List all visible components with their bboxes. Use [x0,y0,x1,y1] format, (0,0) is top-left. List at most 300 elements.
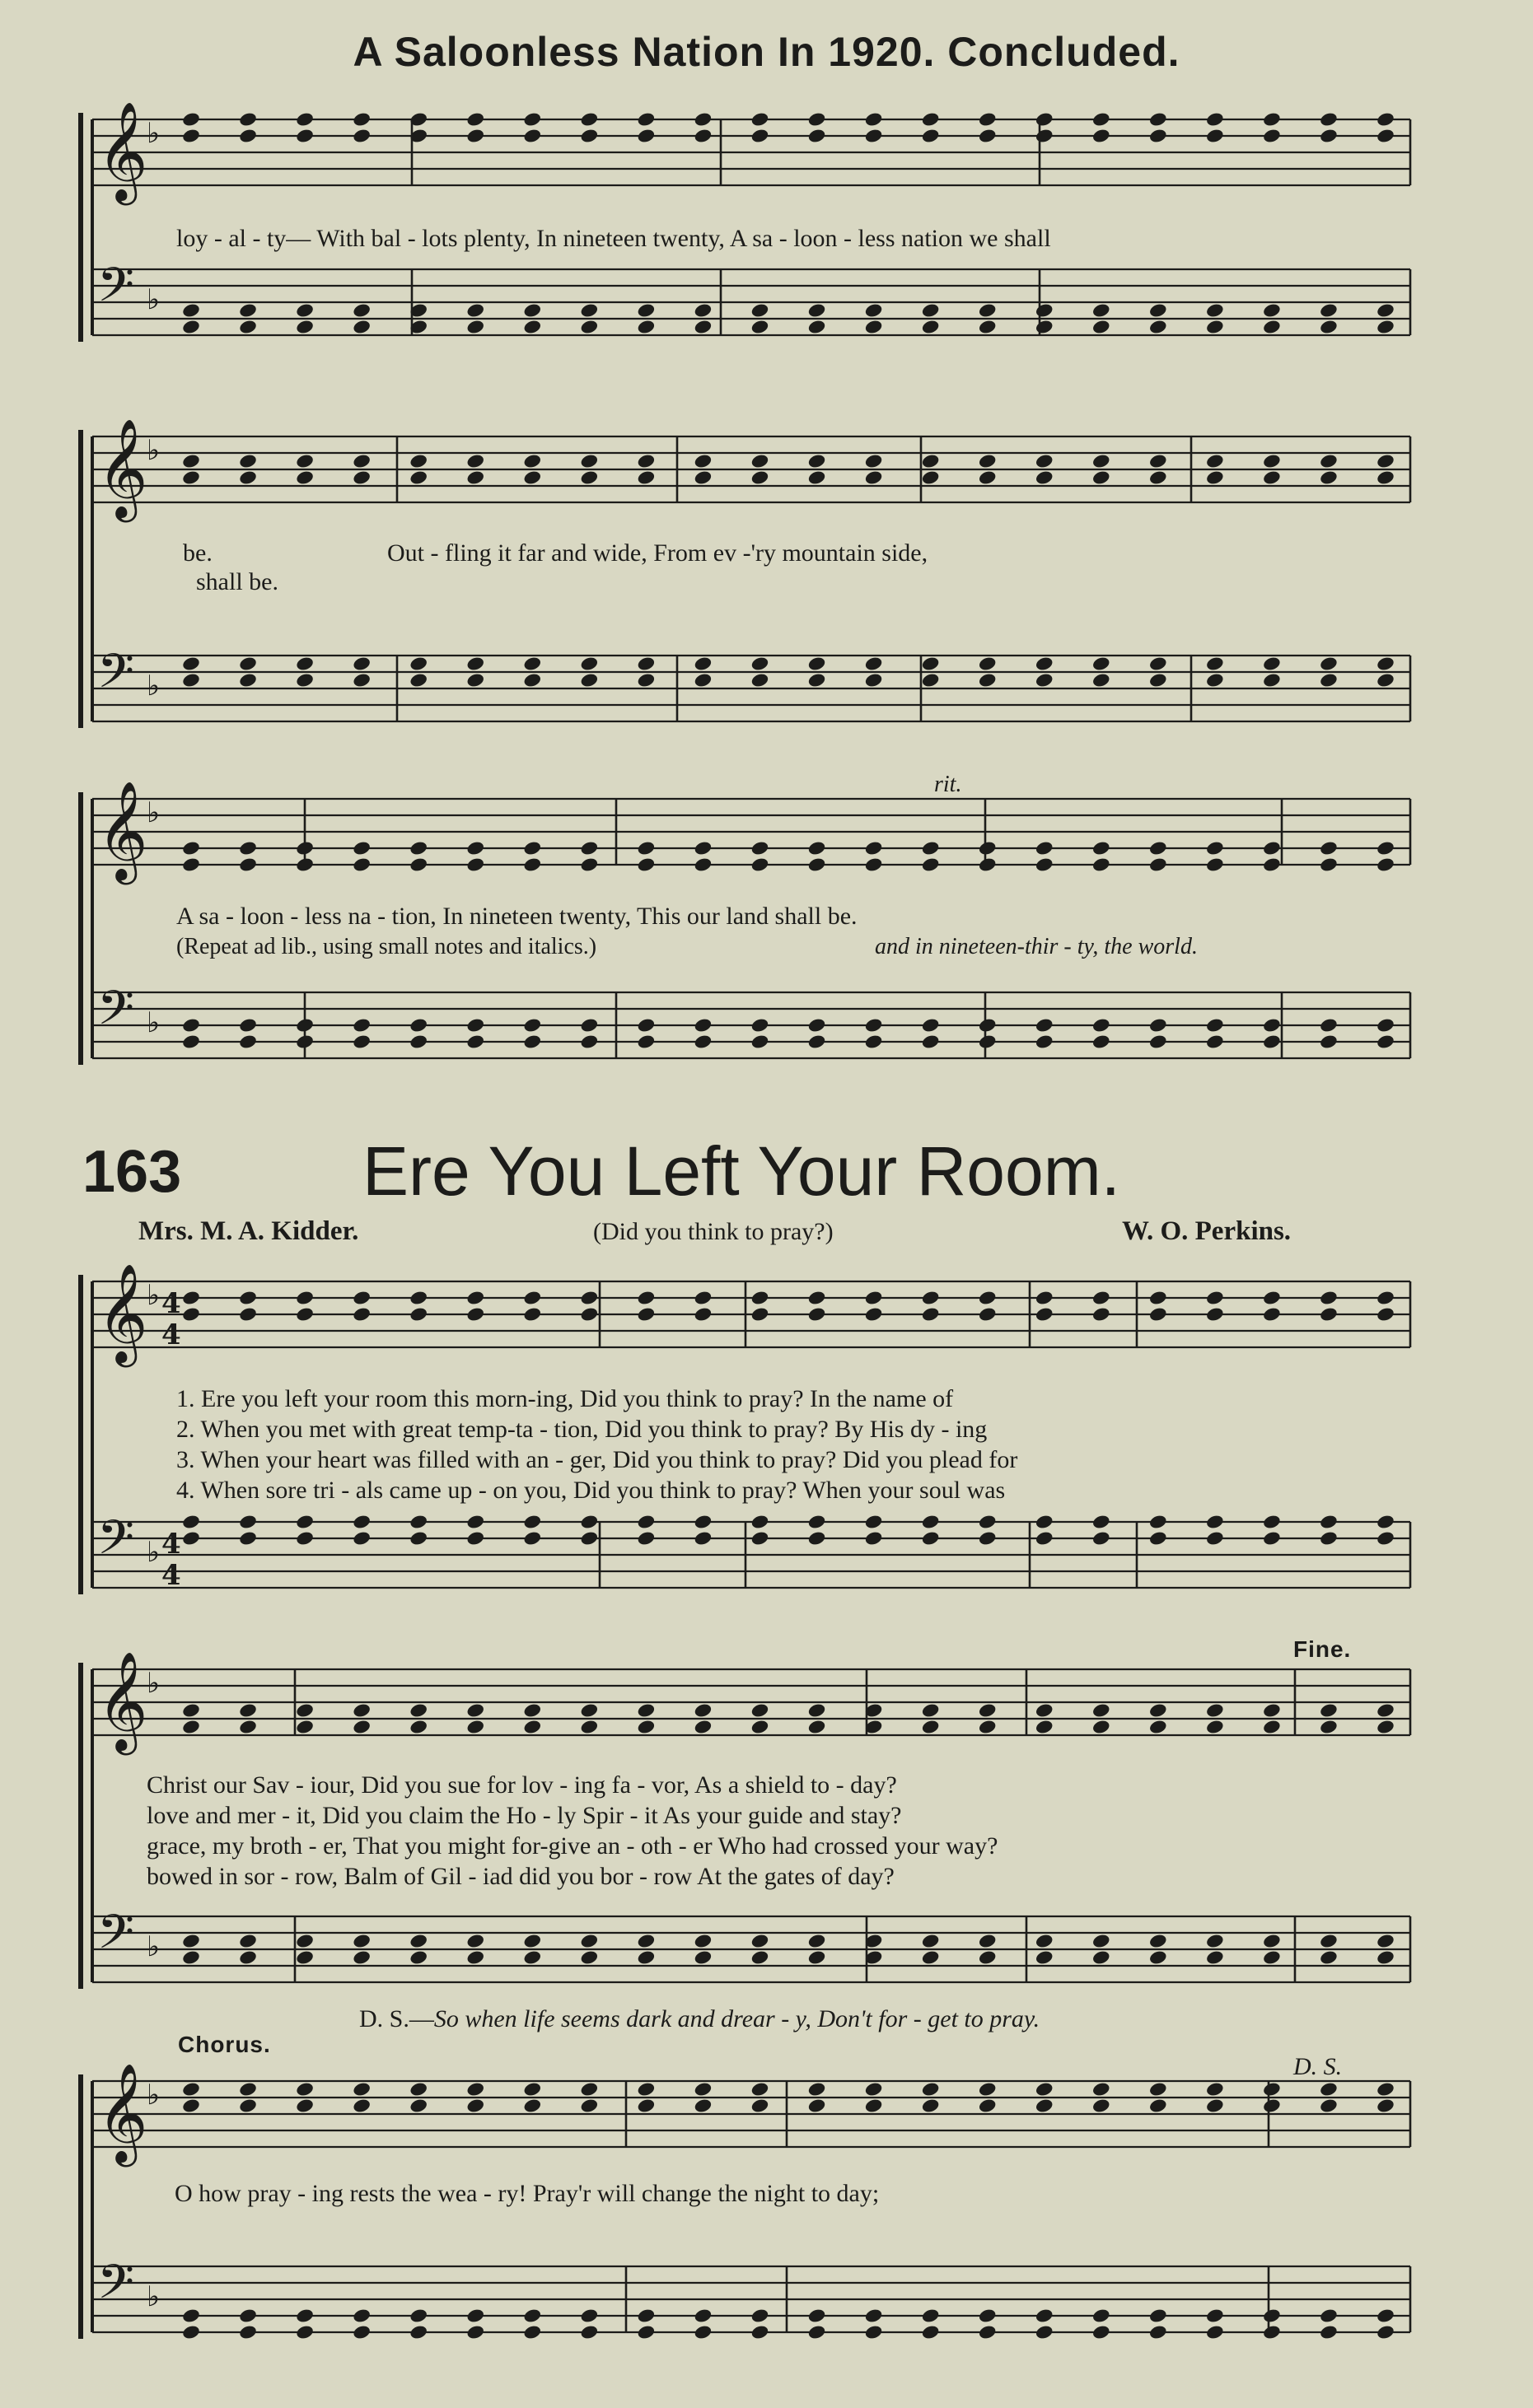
note-head-icon [522,1034,542,1050]
note-head-icon [465,1514,485,1530]
note-head-icon [978,2324,998,2340]
author-credit: Mrs. M. A. Kidder. [138,1216,359,1246]
note-head-icon [637,2308,657,2324]
note-head-icon [637,672,657,688]
note-head-icon [181,656,201,672]
note-head-icon [750,2098,770,2114]
note-head-icon [978,672,998,688]
treble-clef-icon: 𝄞 [97,1650,148,1751]
note-head-icon [1262,2098,1282,2114]
note-head-icon [1319,1719,1339,1735]
note-head-icon [694,1514,713,1530]
note-head-icon [580,1719,600,1735]
note-head-icon [1319,1530,1339,1547]
note-head-icon [181,302,201,319]
note-head-icon [295,1949,315,1966]
note-head-icon [522,1514,542,1530]
note-head-icon [580,1949,600,1966]
note-head-icon [637,128,657,144]
note-head-icon [238,128,258,144]
note-head-icon [637,469,657,486]
note-head-icon [807,302,827,319]
note-head-icon [1035,302,1054,319]
note-head-icon [1035,1306,1054,1323]
note-head-icon [580,1530,600,1547]
note-head-icon [750,1306,770,1323]
note-head-icon [1091,656,1111,672]
note-head-icon [1319,2081,1339,2098]
note-head-icon [580,1017,600,1034]
note-head-icon [694,2081,713,2098]
note-head-icon [807,840,827,856]
hymn-number: 163 [82,1139,182,1205]
note-head-icon [1376,2098,1395,2114]
note-head-icon [352,1702,372,1719]
note-head-icon [694,469,713,486]
note-head-icon [465,128,485,144]
note-head-icon [522,128,542,144]
note-head-icon [238,1306,258,1323]
bass-clef-icon: 𝄢 [97,980,135,1048]
note-head-icon [1205,302,1225,319]
note-head-icon [864,2324,884,2340]
note-head-icon [864,1034,884,1050]
note-head-icon [978,840,998,856]
note-head-icon [921,469,941,486]
note-head-icon [1035,1933,1054,1949]
note-head-icon [1319,856,1339,873]
note-head-icon [1091,1530,1111,1547]
note-head-icon [295,2324,315,2340]
note-head-icon [238,469,258,486]
note-head-icon [637,319,657,335]
note-head-icon [1376,1306,1395,1323]
note-head-icon [807,111,827,128]
note-head-icon [522,1306,542,1323]
note-head-icon [1205,1017,1225,1034]
note-head-icon [238,856,258,873]
note-head-icon [352,2324,372,2340]
note-head-icon [637,840,657,856]
note-head-icon [1148,302,1168,319]
note-head-icon [1376,1514,1395,1530]
bass-clef-icon: 𝄢 [97,1904,135,1972]
note-head-icon [694,672,713,688]
note-head-icon [409,1702,428,1719]
note-head-icon [580,128,600,144]
note-head-icon [580,840,600,856]
note-head-icon [295,2081,315,2098]
note-head-icon [864,453,884,469]
note-head-icon [1376,1719,1395,1735]
note-head-icon [1148,1949,1168,1966]
note-head-icon [694,1949,713,1966]
note-head-icon [807,1306,827,1323]
note-head-icon [1319,1949,1339,1966]
ds-marking: D. S. [1293,2053,1343,2080]
note-head-icon [580,469,600,486]
note-head-icon [522,453,542,469]
note-head-icon [1376,469,1395,486]
note-head-icon [409,2098,428,2114]
note-head-icon [637,1530,657,1547]
note-head-icon [1205,1933,1225,1949]
note-head-icon [921,2324,941,2340]
note-head-icon [238,1034,258,1050]
note-head-icon [1091,1514,1111,1530]
note-head-icon [181,319,201,335]
note-head-icon [1035,2081,1054,2098]
note-head-icon [1262,128,1282,144]
note-head-icon [295,319,315,335]
note-head-icon [978,319,998,335]
note-head-icon [409,1290,428,1306]
note-head-icon [694,840,713,856]
note-head-icon [1091,1034,1111,1050]
note-head-icon [1091,453,1111,469]
note-head-icon [181,1719,201,1735]
note-head-icon [1205,319,1225,335]
note-head-icon [465,1017,485,1034]
note-head-icon [921,128,941,144]
note-head-icon [1319,319,1339,335]
note-head-icon [238,1017,258,1034]
time-signature-icon: 4 [161,1528,181,1561]
note-head-icon [750,1702,770,1719]
note-head-icon [1319,656,1339,672]
note-head-icon [750,1949,770,1966]
note-head-icon [522,856,542,873]
note-head-icon [352,1719,372,1735]
note-head-icon [921,1719,941,1735]
note-head-icon [921,1017,941,1034]
note-head-icon [807,1949,827,1966]
note-head-icon [694,1702,713,1719]
note-head-icon [1205,1702,1225,1719]
note-head-icon [750,840,770,856]
note-head-icon [637,1933,657,1949]
note-head-icon [750,1514,770,1530]
note-head-icon [181,2308,201,2324]
note-head-icon [864,2081,884,2098]
chorus-lyric-line: O how pray - ing rests the wea - ry! Pray'r will change the night to day; [175,2180,880,2207]
note-head-icon [864,111,884,128]
note-head-icon [465,672,485,688]
note-head-icon [295,111,315,128]
note-head-icon [295,1530,315,1547]
verse-2-line-b: love and mer - it, Did you claim the Ho - ly Spir - it As your guide and stay? [147,1802,902,1829]
note-head-icon [1035,1034,1054,1050]
note-head-icon [1205,840,1225,856]
note-head-icon [637,856,657,873]
bass-clef-icon: 𝄢 [97,643,135,711]
note-head-icon [1091,128,1111,144]
note-head-icon [978,1017,998,1034]
note-head-icon [1376,2308,1395,2324]
note-head-icon [864,2308,884,2324]
note-head-icon [352,2081,372,2098]
note-head-icon [409,1017,428,1034]
treble-clef-icon: 𝄞 [97,1262,148,1363]
note-head-icon [864,1530,884,1547]
treble-clef-icon: 𝄞 [97,780,148,880]
note-head-icon [750,672,770,688]
note-head-icon [921,1530,941,1547]
note-head-icon [352,1949,372,1966]
note-head-icon [921,1949,941,1966]
verse-3-line-a: 3. When your heart was filled with an - ger, Did you think to pray? Did you plead for [176,1446,1018,1473]
note-head-icon [295,856,315,873]
note-head-icon [1148,1514,1168,1530]
note-head-icon [465,856,485,873]
note-head-icon [522,2308,542,2324]
note-head-icon [409,856,428,873]
note-head-icon [978,453,998,469]
note-head-icon [694,1530,713,1547]
note-head-icon [522,2081,542,2098]
note-head-icon [1205,2098,1225,2114]
note-head-icon [1035,1290,1054,1306]
page-title: A Saloonless Nation In 1920. Concluded. [353,29,1180,75]
note-head-icon [181,1949,201,1966]
note-head-icon [1262,2081,1282,2098]
note-head-icon [352,453,372,469]
note-head-icon [921,2308,941,2324]
note-head-icon [1376,672,1395,688]
note-head-icon [1148,2324,1168,2340]
note-head-icon [409,1034,428,1050]
note-head-icon [295,840,315,856]
note-head-icon [1091,1290,1111,1306]
note-head-icon [238,2098,258,2114]
note-head-icon [465,111,485,128]
note-head-icon [807,2324,827,2340]
note-head-icon [1262,1034,1282,1050]
note-head-icon [637,1702,657,1719]
note-head-icon [352,2308,372,2324]
note-head-icon [807,1530,827,1547]
lyric-line-2: Out - fling it far and wide, From ev -'ry mountain side, [387,539,928,567]
note-head-icon [238,302,258,319]
note-head-icon [1148,840,1168,856]
note-head-icon [1035,453,1054,469]
note-head-icon [238,1530,258,1547]
note-head-icon [694,453,713,469]
flat-key-icon: ♭ [147,796,161,829]
note-head-icon [978,1514,998,1530]
lyric-line-2-be: be. [183,539,213,567]
composer-credit: W. O. Perkins. [1122,1216,1292,1246]
note-head-icon [864,1306,884,1323]
note-head-icon [352,1290,372,1306]
note-head-icon [580,856,600,873]
note-head-icon [352,1530,372,1547]
note-head-icon [522,1290,542,1306]
note-head-icon [1205,2081,1225,2098]
note-head-icon [1262,2324,1282,2340]
note-head-icon [1319,1034,1339,1050]
note-head-icon [465,1034,485,1050]
note-head-icon [352,128,372,144]
note-head-icon [409,1514,428,1530]
note-head-icon [978,469,998,486]
note-head-icon [1205,656,1225,672]
note-head-icon [352,856,372,873]
fine-marking: Fine. [1293,1636,1352,1662]
note-head-icon [978,128,998,144]
note-head-icon [694,1017,713,1034]
note-head-icon [1091,2098,1111,2114]
note-head-icon [637,1290,657,1306]
note-head-icon [352,469,372,486]
note-head-icon [580,2081,600,2098]
flat-key-icon: ♭ [147,2079,161,2112]
time-signature-icon: 4 [161,1287,181,1320]
note-head-icon [750,2324,770,2340]
note-head-icon [1376,128,1395,144]
note-head-icon [978,1290,998,1306]
note-head-icon [522,672,542,688]
note-head-icon [1148,2308,1168,2324]
treble-clef-icon: 𝄞 [97,100,148,201]
note-head-icon [1205,1949,1225,1966]
note-head-icon [750,111,770,128]
note-head-icon [1205,2308,1225,2324]
note-head-icon [295,656,315,672]
note-head-icon [1091,1702,1111,1719]
note-head-icon [465,840,485,856]
note-head-icon [694,1306,713,1323]
note-head-icon [522,1017,542,1034]
note-head-icon [921,302,941,319]
note-head-icon [1148,1530,1168,1547]
note-head-icon [694,1933,713,1949]
note-head-icon [1205,1290,1225,1306]
note-head-icon [238,1290,258,1306]
note-head-icon [1262,1949,1282,1966]
note-head-icon [295,469,315,486]
note-head-icon [921,1306,941,1323]
note-head-icon [921,856,941,873]
note-head-icon [694,856,713,873]
note-head-icon [1319,453,1339,469]
note-head-icon [181,1306,201,1323]
note-head-icon [978,1306,998,1323]
note-head-icon [864,319,884,335]
note-head-icon [807,2308,827,2324]
note-head-icon [1091,1306,1111,1323]
note-head-icon [522,840,542,856]
note-head-icon [921,2098,941,2114]
note-head-icon [1319,2308,1339,2324]
note-head-icon [1319,672,1339,688]
note-head-icon [1376,1290,1395,1306]
note-head-icon [1091,1933,1111,1949]
note-head-icon [1091,1949,1111,1966]
note-head-icon [409,2081,428,2098]
note-head-icon [637,1306,657,1323]
note-head-icon [807,2081,827,2098]
note-head-icon [465,302,485,319]
note-head-icon [750,302,770,319]
note-head-icon [181,453,201,469]
note-head-icon [1091,2308,1111,2324]
note-head-icon [1035,2324,1054,2340]
note-head-icon [580,1702,600,1719]
note-head-icon [978,1530,998,1547]
note-head-icon [295,302,315,319]
note-head-icon [1035,1514,1054,1530]
note-head-icon [978,1719,998,1735]
note-head-icon [750,1933,770,1949]
note-head-icon [1035,840,1054,856]
bass-clef-icon: 𝄢 [97,1510,135,1577]
note-head-icon [978,302,998,319]
note-head-icon [580,453,600,469]
note-head-icon [1376,840,1395,856]
note-head-icon [580,1306,600,1323]
note-head-icon [580,319,600,335]
note-head-icon [1319,111,1339,128]
note-head-icon [921,111,941,128]
note-head-icon [807,856,827,873]
note-head-icon [580,1933,600,1949]
note-head-icon [694,111,713,128]
note-head-icon [522,1530,542,1547]
hymn-subtitle: (Did you think to pray?) [593,1218,834,1245]
note-head-icon [1262,672,1282,688]
note-head-icon [181,111,201,128]
note-head-icon [750,1530,770,1547]
note-head-icon [1262,2308,1282,2324]
note-head-icon [580,672,600,688]
note-head-icon [1319,1306,1339,1323]
note-head-icon [694,656,713,672]
note-head-icon [864,840,884,856]
note-head-icon [921,656,941,672]
note-head-icon [1091,840,1111,856]
note-head-icon [1319,128,1339,144]
note-head-icon [637,2098,657,2114]
note-head-icon [352,656,372,672]
note-head-icon [1262,840,1282,856]
note-head-icon [238,453,258,469]
note-head-icon [181,840,201,856]
note-head-icon [1205,672,1225,688]
note-head-icon [1035,111,1054,128]
note-head-icon [409,840,428,856]
note-head-icon [1148,1306,1168,1323]
note-head-icon [1262,1719,1282,1735]
note-head-icon [1262,1290,1282,1306]
note-head-icon [238,1719,258,1735]
note-head-icon [1091,469,1111,486]
note-head-icon [580,656,600,672]
note-head-icon [465,1290,485,1306]
note-head-icon [465,2308,485,2324]
note-head-icon [352,1017,372,1034]
note-head-icon [921,2081,941,2098]
note-head-icon [181,1933,201,1949]
note-head-icon [637,1034,657,1050]
note-head-icon [1205,1034,1225,1050]
ds-text: So when life seems dark and drear - y, Don't for - get to pray. [433,2005,1040,2032]
flat-key-icon: ♭ [147,1930,161,1963]
note-head-icon [1205,2324,1225,2340]
note-head-icon [921,672,941,688]
note-head-icon [352,319,372,335]
note-head-icon [750,2081,770,2098]
